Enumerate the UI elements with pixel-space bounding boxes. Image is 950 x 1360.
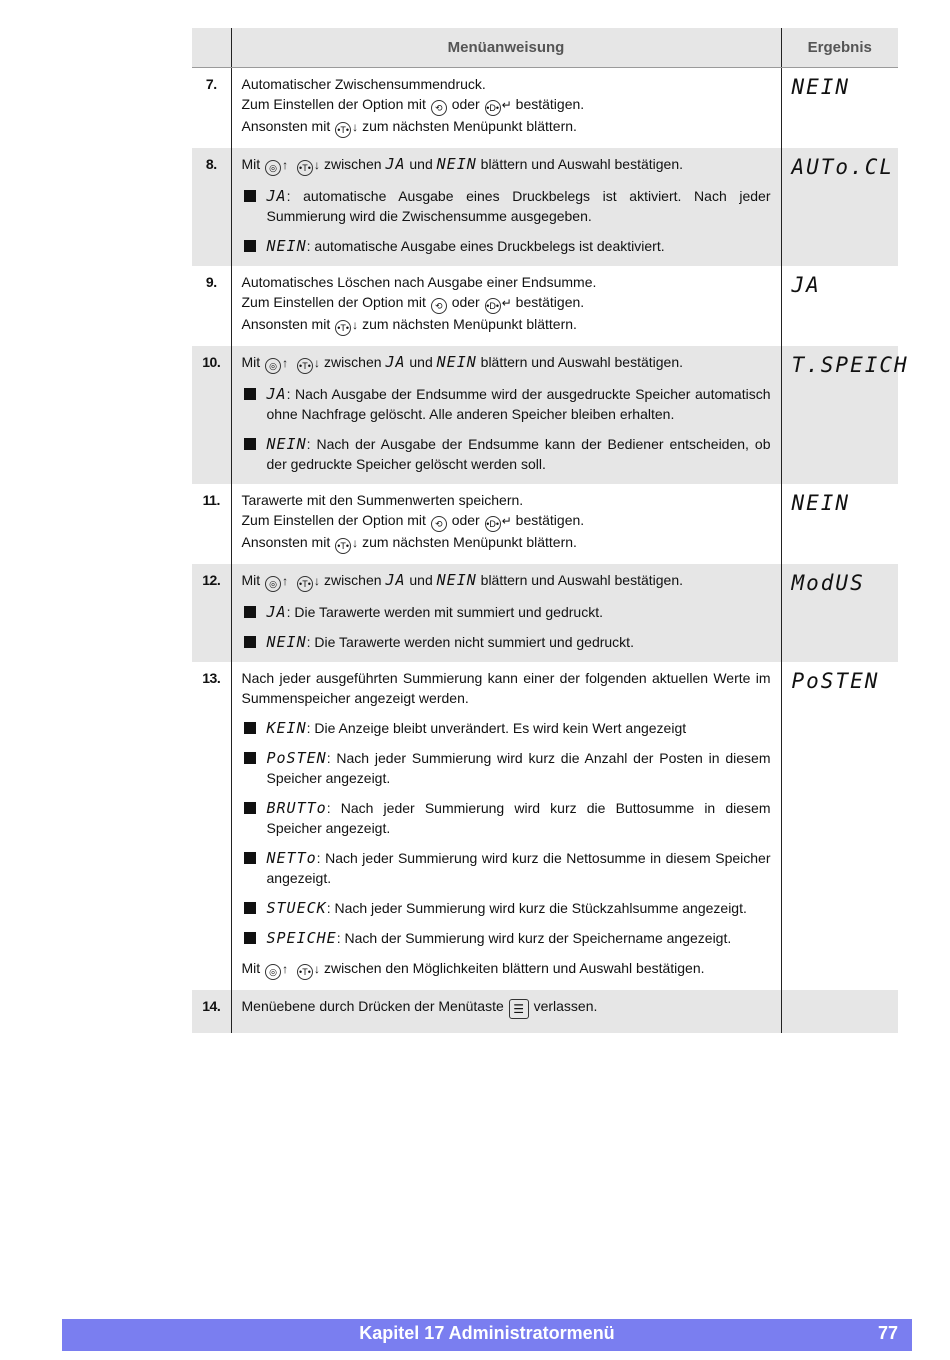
text: Ansonsten mit — [241, 118, 331, 134]
result-display: NEIN — [791, 491, 851, 515]
zero-key-icon: ◎ — [265, 576, 281, 592]
bullet-item — [242, 602, 771, 622]
text: : Die Tarawerte werden mit summiert und gedruckt. — [286, 604, 603, 620]
text: Ansonsten mit — [241, 316, 331, 332]
text: : Nach jeder Summierung wird kurz die Anzahl der Posten in diesem Speicher angezeigt. — [266, 750, 771, 786]
step-result — [781, 990, 898, 1033]
line — [242, 314, 771, 336]
enter-arrow-icon: ↵ — [501, 98, 512, 112]
text: und — [409, 572, 433, 588]
line — [242, 94, 771, 116]
bullet-square-icon — [244, 932, 256, 944]
text: : Nach jeder Summierung wird kurz die Stückzahlsumme angezeigt. — [326, 900, 747, 916]
result-display: NEIN — [791, 75, 851, 99]
step-result — [781, 68, 898, 149]
text: Zum Einstellen der Option mit — [241, 96, 426, 112]
down-arrow-icon: ↓ — [352, 120, 359, 134]
step-number: 7. — [205, 76, 217, 92]
page-number: 77 — [877, 1323, 898, 1343]
text: : Nach Ausgabe der Endsumme wird der ausgedruckte Speicher automatisch ohne Nachfrage gelöscht. Alle anderen Speicher bleiben erhalten. — [266, 386, 771, 422]
text: blättern und Auswahl bestätigen. — [480, 354, 684, 370]
bullet-square-icon — [244, 190, 256, 202]
step-result — [781, 484, 898, 564]
text: zwischen — [323, 572, 382, 588]
bullet-square-icon — [244, 722, 256, 734]
step-number: 10. — [192, 346, 231, 484]
text: Zum Einstellen der Option mit — [241, 512, 426, 528]
tare-key-icon: •T• — [297, 160, 313, 176]
header-num — [192, 28, 231, 68]
result-display: PoSTEN — [791, 669, 880, 693]
line — [242, 352, 771, 374]
enter-key-icon: ⟲ — [431, 516, 447, 532]
table-row — [192, 662, 898, 990]
up-arrow-icon: ↑ — [282, 356, 289, 370]
tare-key-icon: •T• — [297, 358, 313, 374]
bullet-item — [242, 434, 771, 474]
text: und — [409, 156, 433, 172]
down-arrow-icon: ↓ — [313, 962, 320, 976]
step-number: 9. — [205, 274, 217, 290]
step-number: 13. — [202, 670, 221, 686]
text: zum nächsten Menüpunkt blättern. — [362, 316, 577, 332]
bullet-item — [242, 384, 771, 424]
bullet-item — [242, 718, 771, 738]
step-number: 14. — [192, 990, 231, 1033]
bullet-square-icon — [244, 240, 256, 252]
result-display: T.SPEICH — [791, 353, 909, 377]
code: JA — [385, 155, 406, 173]
step-number: 12. — [192, 564, 231, 662]
menu-table — [192, 28, 909, 1033]
step-instruction — [231, 484, 781, 564]
print-key-icon: •D• — [485, 298, 501, 314]
code: NEIN — [436, 155, 477, 173]
code: KEIN — [266, 719, 307, 737]
tare-key-icon: •T• — [335, 320, 351, 336]
text: : automatische Ausgabe eines Druckbelegs ist aktiviert. Nach jeder Summierung wird die Zwischensumme ausgegeben. — [266, 188, 771, 224]
down-arrow-icon: ↓ — [352, 536, 359, 550]
text: Zum Einstellen der Option mit — [241, 294, 426, 310]
code: JA — [266, 385, 287, 403]
bullet-square-icon — [244, 902, 256, 914]
page-footer — [62, 1319, 912, 1351]
table-row — [192, 68, 898, 149]
bullet-item — [242, 186, 771, 226]
bullet-square-icon — [244, 438, 256, 450]
bullet-square-icon — [244, 606, 256, 618]
step-instruction — [231, 148, 781, 266]
bullet-item — [242, 632, 771, 652]
text: oder — [451, 294, 480, 310]
step-result — [781, 564, 898, 662]
result-display: JA — [791, 273, 821, 297]
tare-key-icon: •T• — [297, 576, 313, 592]
text: : Die Anzeige bleibt unverändert. Es wird kein Wert angezeigt — [306, 720, 687, 736]
text: zwischen — [323, 354, 382, 370]
table-row — [192, 346, 898, 484]
step-instruction — [231, 266, 781, 346]
bullet-item — [242, 898, 771, 918]
up-arrow-icon: ↑ — [282, 574, 289, 588]
code: JA — [385, 571, 406, 589]
code: PoSTEN — [266, 749, 327, 767]
text: zwischen den Möglichkeiten blättern und Auswahl bestätigen. — [323, 960, 705, 976]
step-result — [781, 266, 898, 346]
text: Mit — [241, 354, 261, 370]
up-arrow-icon: ↑ — [282, 962, 289, 976]
bullet-square-icon — [244, 636, 256, 648]
bullet-item — [242, 928, 771, 948]
line — [242, 532, 771, 554]
tare-key-icon: •T• — [335, 538, 351, 554]
enter-key-icon: ⟲ — [431, 298, 447, 314]
code: JA — [385, 353, 406, 371]
step-instruction — [231, 990, 781, 1033]
text: bestätigen. — [515, 96, 585, 112]
line — [242, 154, 771, 176]
code: NEIN — [266, 237, 307, 255]
header-result: Ergebnis — [781, 28, 898, 68]
step-number: 8. — [192, 148, 231, 266]
text: : Nach der Summierung wird kurz der Speichername angezeigt. — [336, 930, 732, 946]
print-key-icon: •D• — [485, 100, 501, 116]
line: Automatisches Löschen nach Ausgabe einer Endsumme. — [241, 274, 597, 290]
line — [242, 570, 771, 592]
zero-key-icon: ◎ — [265, 964, 281, 980]
down-arrow-icon: ↓ — [313, 158, 320, 172]
step-result — [781, 662, 898, 990]
enter-arrow-icon: ↵ — [501, 296, 512, 310]
table-row — [192, 564, 898, 662]
step-result — [781, 346, 909, 484]
chapter-title: Kapitel 17 Administratormenü — [359, 1323, 615, 1343]
text: oder — [451, 96, 480, 112]
zero-key-icon: ◎ — [265, 358, 281, 374]
code: STUECK — [266, 899, 327, 917]
bullet-square-icon — [244, 752, 256, 764]
bullet-item — [242, 748, 771, 788]
line — [242, 292, 771, 314]
bullet-square-icon — [244, 852, 256, 864]
bullet-item — [242, 848, 771, 888]
text: : Nach der Ausgabe der Endsumme kann der Bediener entscheiden, ob der gedruckte Speicher gelöscht werden soll. — [266, 436, 771, 472]
down-arrow-icon: ↓ — [313, 356, 320, 370]
line — [242, 510, 771, 532]
text: Ansonsten mit — [241, 534, 331, 550]
step-number: 11. — [202, 492, 220, 508]
line: Tarawerte mit den Summenwerten speichern. — [241, 492, 524, 508]
bullet-item — [242, 798, 771, 838]
table-header — [192, 28, 898, 68]
tare-key-icon: •T• — [297, 964, 313, 980]
enter-arrow-icon: ↵ — [501, 514, 512, 528]
text: blättern und Auswahl bestätigen. — [480, 572, 684, 588]
text: zwischen — [323, 156, 382, 172]
table-row — [192, 148, 898, 266]
text: Mit — [241, 572, 261, 588]
code: NEIN — [436, 353, 477, 371]
code: NEIN — [436, 571, 477, 589]
result-display: AUTo.CL — [791, 155, 895, 179]
text: Mit — [241, 156, 261, 172]
tare-key-icon: •T• — [335, 122, 351, 138]
print-key-icon: •D• — [485, 516, 501, 532]
text: bestätigen. — [515, 512, 585, 528]
text: : Die Tarawerte werden nicht summiert und gedruckt. — [306, 634, 634, 650]
bullet-square-icon — [244, 388, 256, 400]
text: oder — [451, 512, 480, 528]
line — [242, 116, 771, 138]
intro-text: Nach jeder ausgeführten Summierung kann einer der folgenden aktuellen Werte im Summenspeicher angezeigt werden. — [241, 670, 771, 706]
code: BRUTTo — [266, 799, 327, 817]
text: blättern und Auswahl bestätigen. — [480, 156, 684, 172]
text: : automatische Ausgabe eines Druckbelegs ist deaktiviert. — [306, 238, 665, 254]
step-instruction — [231, 346, 781, 484]
code: NETTo — [266, 849, 317, 867]
menu-key-icon: ☰ — [509, 999, 529, 1019]
code: NEIN — [266, 633, 307, 651]
bullet-square-icon — [244, 802, 256, 814]
code: JA — [266, 187, 287, 205]
text: zum nächsten Menüpunkt blättern. — [362, 118, 577, 134]
text: : Nach jeder Summierung wird kurz die Buttosumme in diesem Speicher angezeigt. — [266, 800, 771, 836]
line: Automatischer Zwischensummendruck. — [241, 76, 486, 92]
step-instruction — [231, 564, 781, 662]
code: NEIN — [266, 435, 307, 453]
text: : Nach jeder Summierung wird kurz die Nettosumme in diesem Speicher angezeigt. — [266, 850, 771, 886]
step-instruction — [231, 68, 781, 149]
text: Mit — [241, 960, 261, 976]
table-row — [192, 990, 898, 1033]
code: SPEICHE — [266, 929, 337, 947]
header-instruction: Menüanweisung — [231, 28, 781, 68]
text: verlassen. — [533, 998, 598, 1014]
table-row — [192, 484, 898, 564]
text: Menüebene durch Drücken der Menütaste — [241, 998, 504, 1014]
text: bestätigen. — [515, 294, 585, 310]
text: und — [409, 354, 433, 370]
up-arrow-icon: ↑ — [282, 158, 289, 172]
zero-key-icon: ◎ — [265, 160, 281, 176]
bullet-item — [242, 236, 771, 256]
step-instruction — [231, 662, 781, 990]
down-arrow-icon: ↓ — [313, 574, 320, 588]
table-row — [192, 266, 898, 346]
text: zum nächsten Menüpunkt blättern. — [362, 534, 577, 550]
down-arrow-icon: ↓ — [352, 318, 359, 332]
enter-key-icon: ⟲ — [431, 100, 447, 116]
code: JA — [266, 603, 287, 621]
step-result — [781, 148, 898, 266]
result-display: ModUS — [791, 571, 865, 595]
line — [242, 958, 771, 980]
